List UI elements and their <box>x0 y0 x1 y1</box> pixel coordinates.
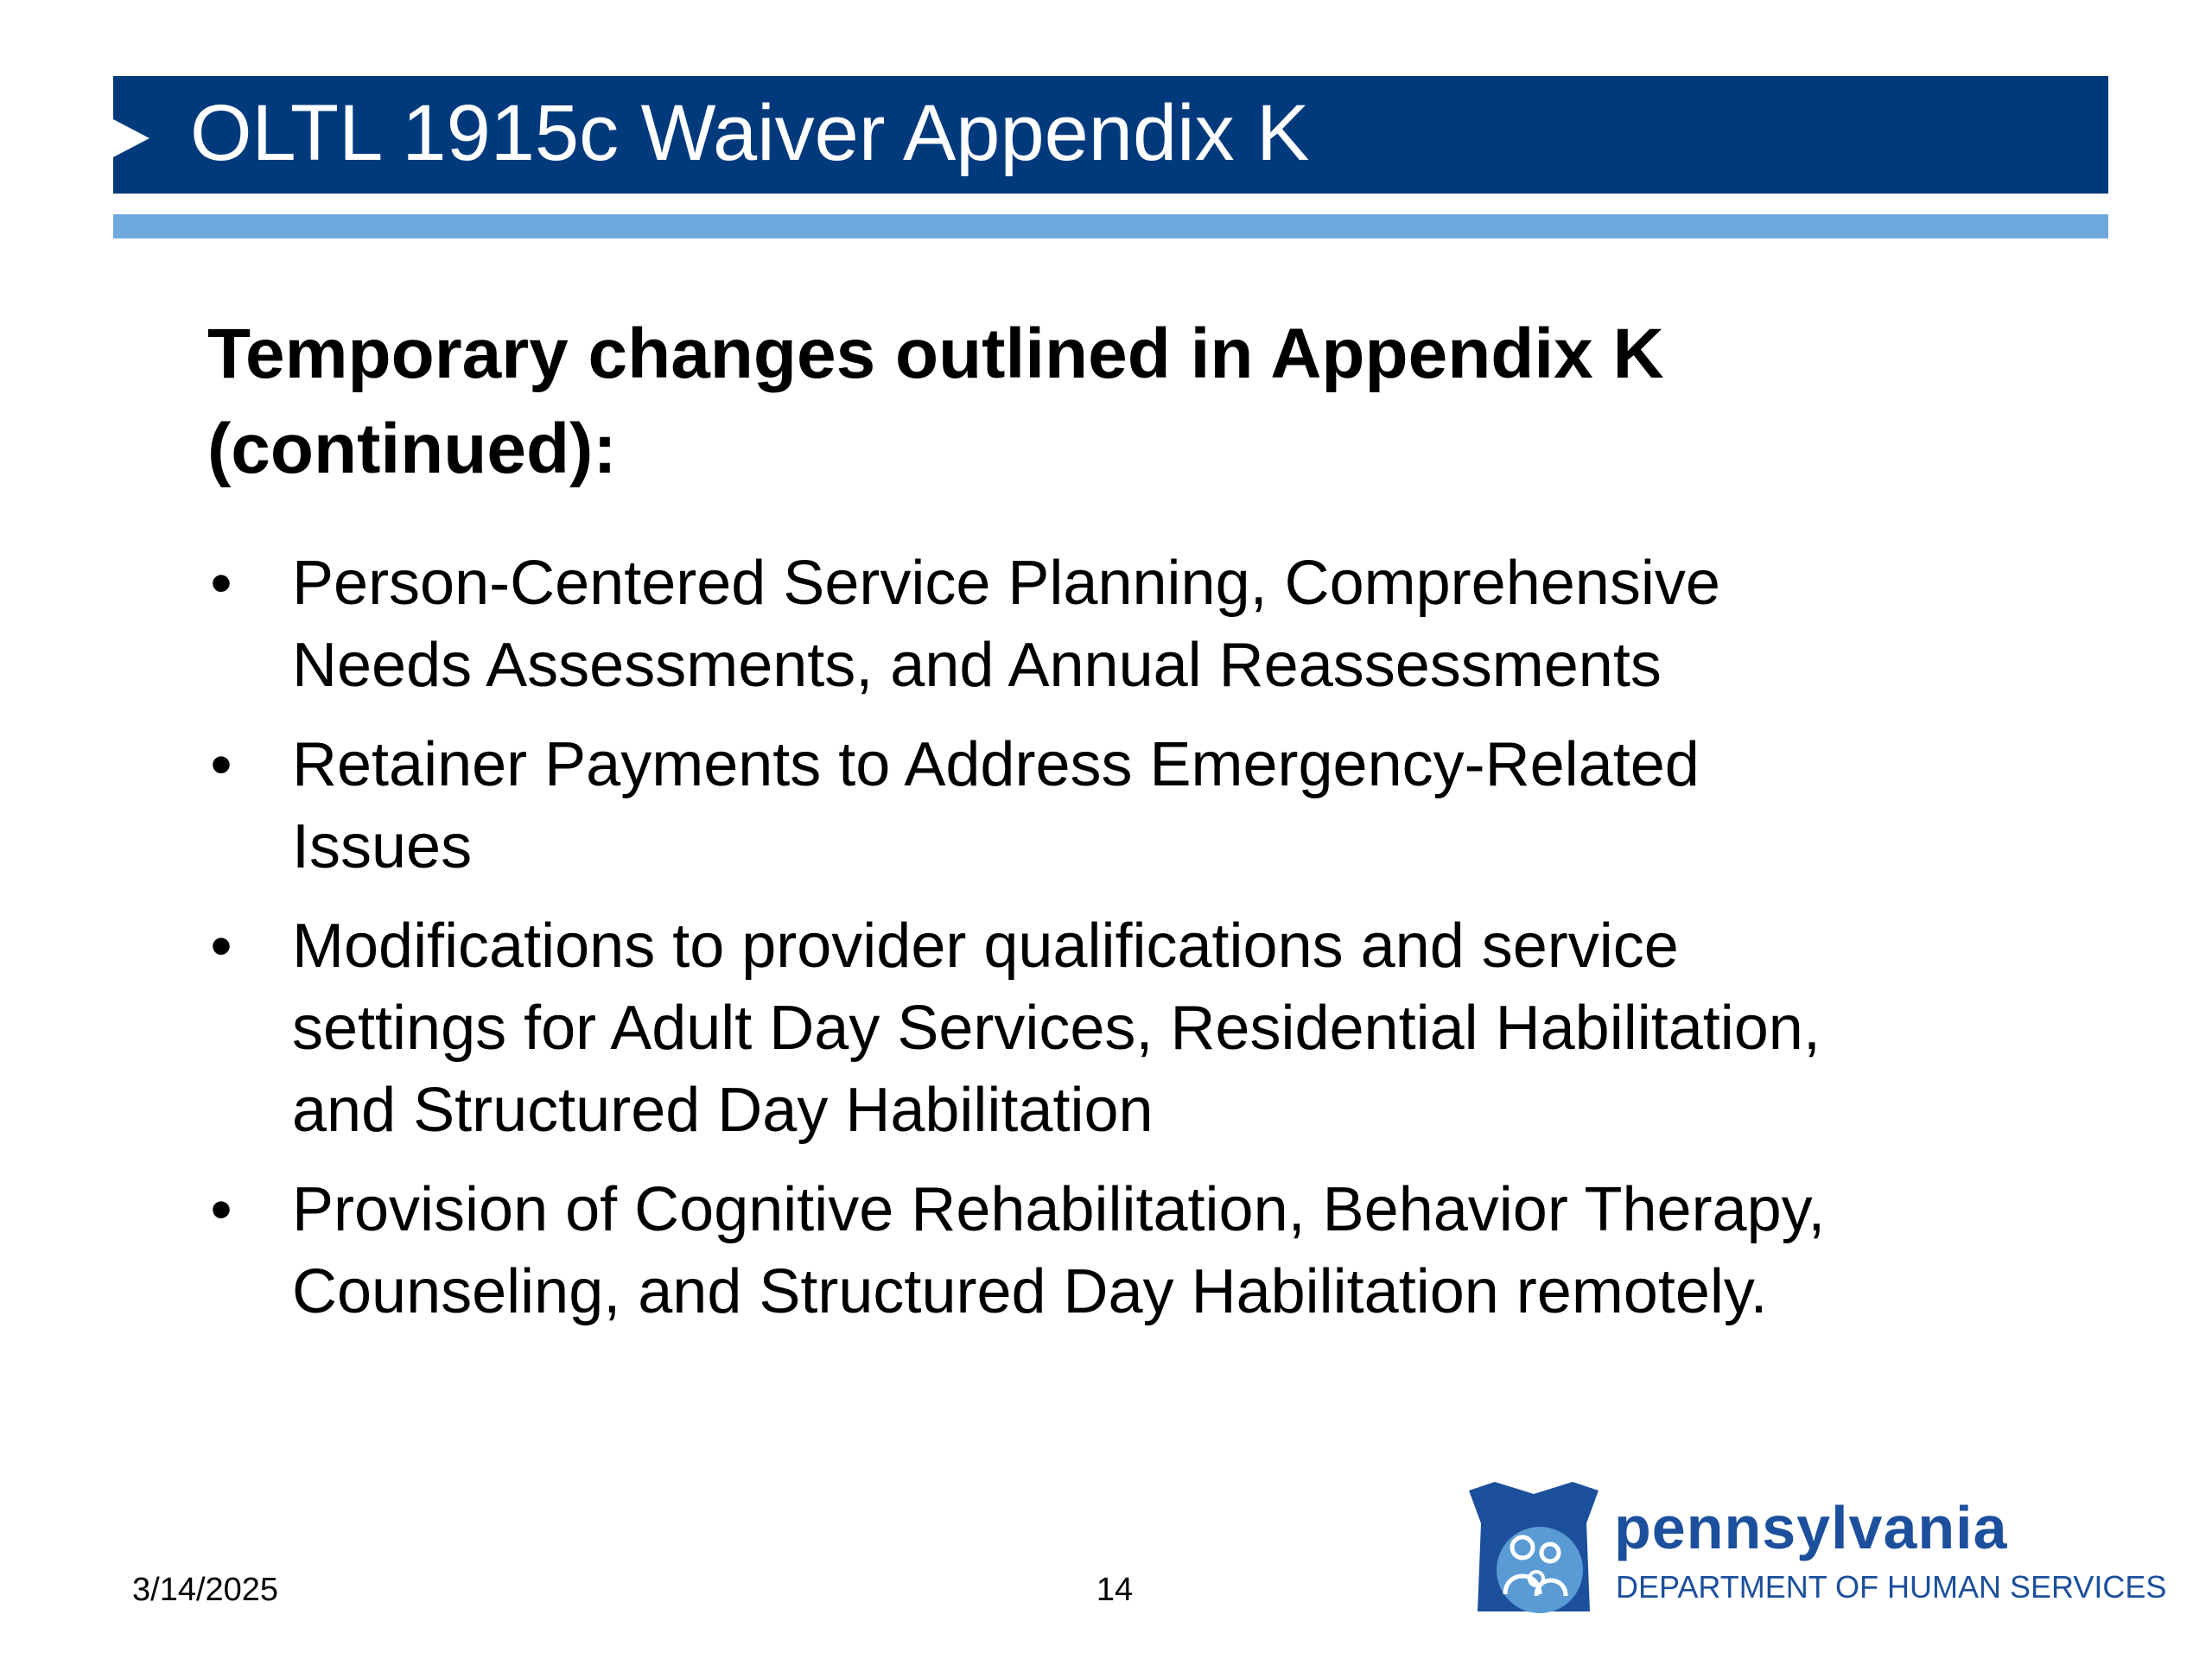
footer-date: 3/14/2025 <box>132 1572 279 1608</box>
heading-line: Temporary changes outlined in Appendix K <box>207 315 1664 393</box>
keystone-family-icon <box>1460 1473 1607 1620</box>
bullet-text-line: Issues <box>292 812 473 881</box>
bullet-text-line: settings for Adult Day Services, Residential Habilitation, <box>292 994 1821 1063</box>
heading-line: (continued): <box>207 410 617 488</box>
list-item <box>204 543 2053 707</box>
bullet-list <box>204 543 2053 1351</box>
accent-stripe <box>113 214 2108 238</box>
slide-title: OLTL 1915c Waiver Appendix K <box>190 89 1310 177</box>
bullet-text-line: Person-Centered Service Planning, Comprehensive <box>292 549 1720 618</box>
title-arrow-icon <box>113 119 149 157</box>
bullet-text-line: Needs Assessments, and Annual Reassessments <box>292 631 1662 700</box>
logo-wordmark: pennsylvania <box>1614 1494 2008 1561</box>
logo-department: DEPARTMENT OF HUMAN SERVICES <box>1616 1569 2167 1605</box>
page-number: 14 <box>1096 1572 1134 1608</box>
pa-dhs-logo <box>1460 1473 2167 1620</box>
bullet-icon: • <box>210 912 232 981</box>
bullet-icon: • <box>210 549 232 618</box>
bullet-text-line: Modifications to provider qualifications and service <box>292 912 1679 981</box>
bullet-text-line: Counseling, and Structured Day Habilitation remotely. <box>292 1257 1768 1326</box>
list-item <box>204 1169 2053 1333</box>
list-item <box>204 724 2053 888</box>
bullet-text-line: and Structured Day Habilitation <box>292 1076 1154 1145</box>
bullet-icon: • <box>210 1175 232 1244</box>
bullet-text-line: Provision of Cognitive Rehabilitation, Behavior Therapy, <box>292 1175 1826 1244</box>
slide-heading <box>207 307 1979 497</box>
list-item <box>204 906 2053 1152</box>
bullet-icon: • <box>210 730 232 799</box>
bullet-text-line: Retainer Payments to Address Emergency-Related <box>292 730 1700 799</box>
title-bar <box>113 76 2108 194</box>
